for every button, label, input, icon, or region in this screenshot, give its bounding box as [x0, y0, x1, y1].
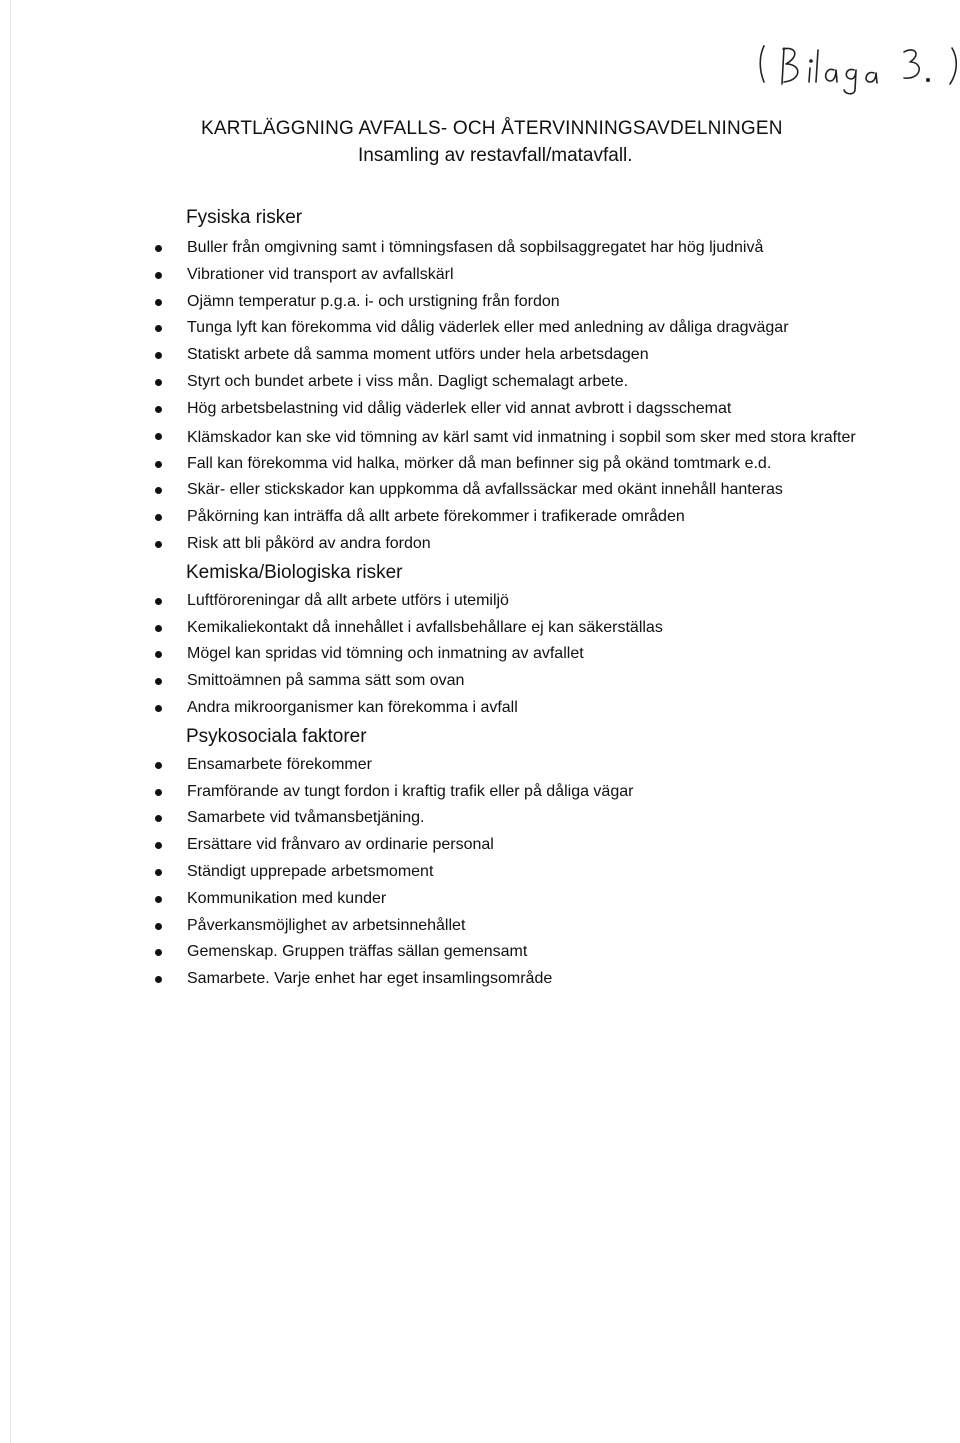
list-item: Vibrationer vid transport av avfallskärl	[146, 262, 946, 289]
list-item: Samarbete. Varje enhet har eget insamlingsområde	[146, 966, 946, 993]
list-item: Styrt och bundet arbete i viss mån. Dagligt schemalagt arbete.	[146, 369, 946, 396]
bullet-icon	[155, 245, 162, 252]
bullet-icon	[155, 433, 162, 440]
list-item: Klämskador kan ske vid tömning av kärl samt vid inmatning i sopbil som sker med stora krafter	[146, 423, 907, 451]
kemiska-risk-list	[146, 588, 946, 722]
bullet-icon	[155, 625, 162, 632]
list-item: Gemenskap. Gruppen träffas sällan gemensamt	[146, 939, 946, 966]
section-heading-psykosociala: Psykosociala faktorer	[186, 725, 367, 747]
list-item: Kommunikation med kunder	[146, 886, 946, 913]
bullet-icon	[155, 923, 162, 930]
bullet-icon	[155, 598, 162, 605]
bullet-icon	[155, 514, 162, 521]
list-item: Mögel kan spridas vid tömning och inmatning av avfallet	[146, 641, 946, 668]
bullet-icon	[155, 815, 162, 822]
list-item: Andra mikroorganismer kan förekomma i avfall	[146, 695, 946, 722]
scan-edge	[0, 0, 11, 1443]
bullet-icon	[155, 406, 162, 413]
bullet-icon	[155, 869, 162, 876]
list-item: Statiskt arbete då samma moment utförs under hela arbetsdagen	[146, 342, 946, 369]
document-subtitle: Insamling av restavfall/matavfall.	[358, 145, 633, 166]
bullet-icon	[155, 461, 162, 468]
list-item: Framförande av tungt fordon i kraftig trafik eller på dåliga vägar	[146, 779, 946, 806]
list-item: Fall kan förekomma vid halka, mörker då man befinner sig på okänd tomtmark e.d.	[146, 451, 946, 478]
bullet-icon	[155, 272, 162, 279]
document-body	[146, 202, 946, 993]
list-item: Tunga lyft kan förekomma vid dålig väderlek eller med anledning av dåliga dragvägar	[146, 315, 946, 342]
bullet-icon	[155, 842, 162, 849]
bullet-icon	[155, 949, 162, 956]
bullet-icon	[155, 379, 162, 386]
list-item: Buller från omgivning samt i tömningsfasen då sopbilsaggregatet har hög ljudnivå	[146, 235, 946, 262]
document-title: KARTLÄGGNING AVFALLS- OCH ÅTERVINNINGSAVDELNINGEN	[201, 118, 783, 139]
list-item: Smittoämnen på samma sätt som ovan	[146, 668, 946, 695]
bullet-icon	[155, 651, 162, 658]
list-item: Hög arbetsbelastning vid dålig väderlek eller vid annat avbrott i dagsschemat	[146, 396, 946, 423]
handwritten-bilaga-3	[756, 40, 960, 96]
list-item: Luftföroreningar då allt arbete utförs i utemiljö	[146, 588, 946, 615]
list-item: Skär- eller stickskador kan uppkomma då avfallssäckar med okänt innehåll hanteras	[146, 477, 946, 504]
list-item: Ständigt upprepade arbetsmoment	[146, 859, 946, 886]
handwritten-annotation	[756, 40, 960, 96]
bullet-icon	[155, 789, 162, 796]
list-item: Kemikaliekontakt då innehållet i avfallsbehållare ej kan säkerställas	[146, 615, 946, 642]
bullet-icon	[155, 678, 162, 685]
section-heading-fysiska: Fysiska risker	[186, 207, 303, 228]
bullet-icon	[155, 976, 162, 983]
list-item: Samarbete vid tvåmansbetjäning.	[146, 805, 946, 832]
fysiska-risk-list	[146, 235, 946, 558]
bullet-icon	[155, 352, 162, 359]
bullet-icon	[155, 705, 162, 712]
list-item: Ensamarbete förekommer	[146, 752, 946, 779]
list-item: Ojämn temperatur p.g.a. i- och urstigning från fordon	[146, 289, 946, 316]
bullet-icon	[155, 541, 162, 548]
list-item: Risk att bli påkörd av andra fordon	[146, 531, 946, 558]
bullet-icon	[155, 299, 162, 306]
list-item: Påkörning kan inträffa då allt arbete förekommer i trafikerade områden	[146, 504, 946, 531]
bullet-icon	[155, 487, 162, 494]
psykosociala-risk-list	[146, 752, 946, 993]
bullet-icon	[155, 896, 162, 903]
list-item: Påverkansmöjlighet av arbetsinnehållet	[146, 913, 946, 940]
bullet-icon	[155, 762, 162, 769]
list-item: Ersättare vid frånvaro av ordinarie personal	[146, 832, 946, 859]
bullet-icon	[155, 325, 162, 332]
section-heading-kemiska: Kemiska/Biologiska risker	[186, 561, 403, 583]
